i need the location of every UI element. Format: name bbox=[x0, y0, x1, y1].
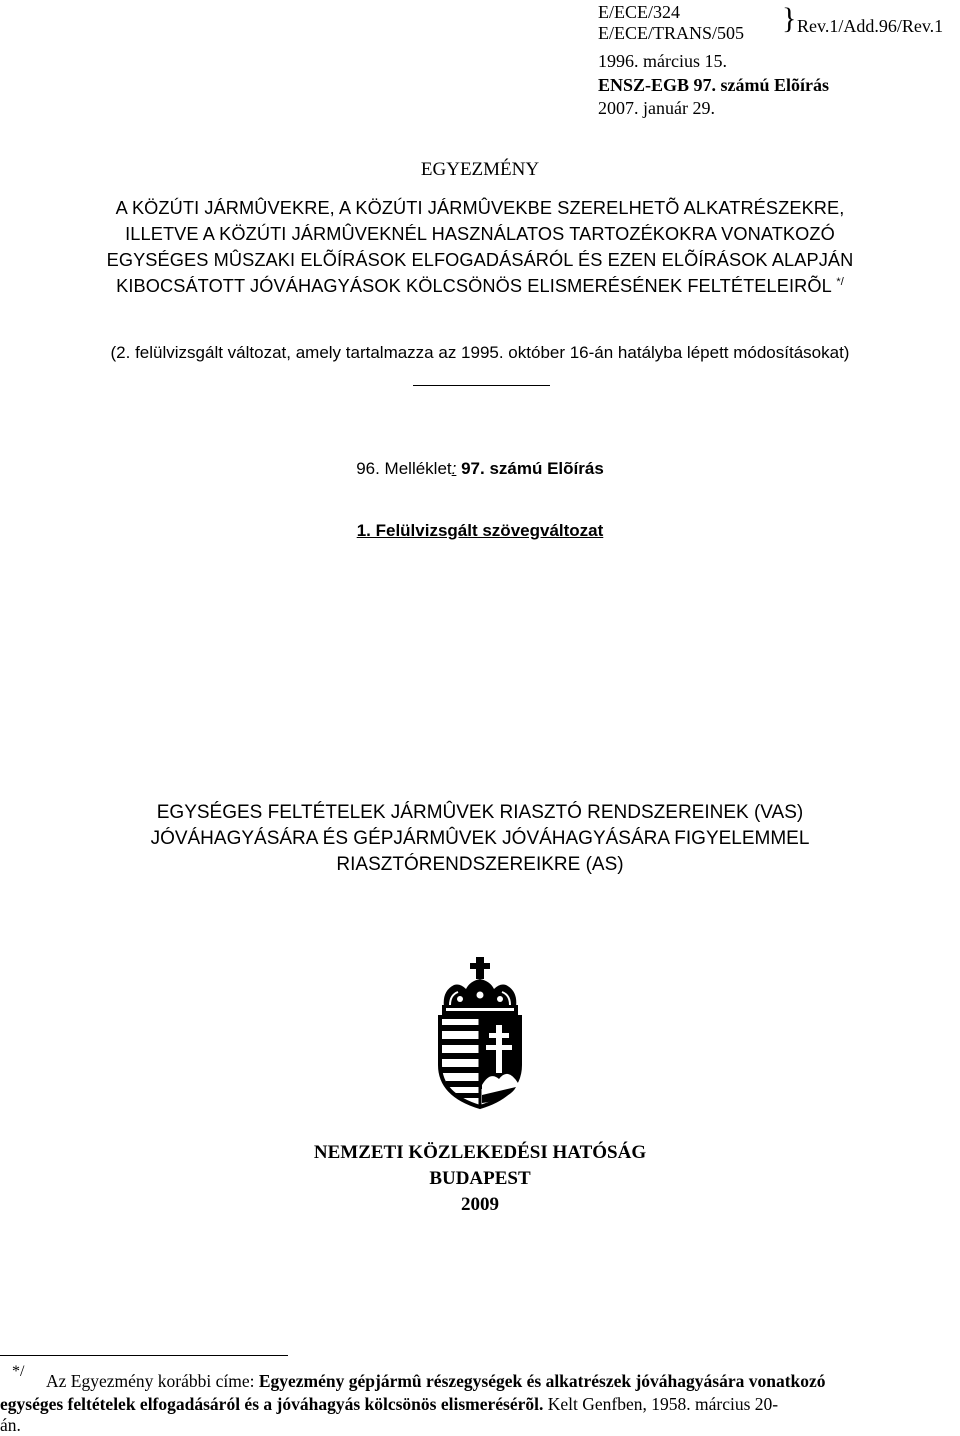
coat-of-arms-icon bbox=[430, 955, 530, 1110]
regulation-title-line-2: JÓVÁHAGYÁSÁRA ÉS GÉPJÁRMÛVEK JÓVÁHAGYÁSÁRA FIGYELEMMEL bbox=[150, 828, 810, 849]
footnote-line-2 bbox=[0, 1393, 778, 1416]
regulation-title-line-1: EGYSÉGES FELTÉTELEK JÁRMÛVEK RIASZTÓ RENDSZEREINEK (VAS) bbox=[156, 802, 804, 823]
agreement-title-line-3: EGYSÉGES MÛSZAKI ELÕÍRÁSOK ELFOGADÁSÁRÓL ÉS EZEN ELÕÍRÁSOK ALAPJÁN bbox=[106, 250, 854, 270]
annex-regulation: 97. számú Elõírás bbox=[456, 459, 604, 478]
authority-year: 2009 bbox=[461, 1194, 499, 1215]
agreement-title bbox=[0, 195, 960, 299]
doc-symbol-1: E/ECE/324 bbox=[598, 2, 680, 22]
authority-name: NEMZETI KÖZLEKEDÉSI HATÓSÁG bbox=[313, 1142, 647, 1163]
footnote-intro: Az Egyezmény korábbi címe: bbox=[46, 1371, 259, 1391]
header-brace: } bbox=[782, 2, 797, 35]
regulation-title-line-3: RIASZTÓRENDSZEREIKRE (AS) bbox=[336, 854, 624, 875]
header-date-1: 1996. március 15. bbox=[598, 51, 727, 71]
agreement-title-line-1: A KÖZÚTI JÁRMÛVEKRE, A KÖZÚTI JÁRMÛVEKBE SZERELHETÕ ALKATRÉSZEKRE, bbox=[115, 198, 845, 218]
footnote-text bbox=[46, 1370, 946, 1393]
authority-city: BUDAPEST bbox=[429, 1168, 531, 1189]
revision-title: 1. Felülvizsgált szövegváltozat bbox=[356, 521, 604, 540]
footnote-title-part-2: egységes feltételek elfogadásáról és a jóváhagyás kölcsönös elismerésérõl. bbox=[0, 1394, 544, 1414]
regulation-title bbox=[0, 800, 960, 878]
footnote-reference[interactable]: */ bbox=[836, 275, 844, 288]
footnote-marker: */ bbox=[12, 1363, 25, 1380]
agreement-heading: EGYEZMÉNY bbox=[420, 159, 540, 180]
footnote-rule bbox=[0, 1355, 288, 1356]
agreement-title-line-4 bbox=[0, 273, 960, 299]
footnote-tail-1: Kelt Genfben, 1958. március 20- bbox=[543, 1394, 779, 1414]
header-date-2: 2007. január 29. bbox=[598, 98, 715, 118]
revision-symbol: Rev.1/Add.96/Rev.1 bbox=[797, 16, 944, 36]
authority-block bbox=[0, 1140, 960, 1218]
revision-note: (2. felülvizsgált változat, amely tartalmazza az 1995. október 16-án hatályba lépett módosításokat) bbox=[110, 343, 850, 362]
annex-colon: : bbox=[451, 459, 457, 478]
header-regulation: ENSZ-EGB 97. számú Elõírás bbox=[598, 75, 830, 95]
agreement-title-line-2: ILLETVE A KÖZÚTI JÁRMÛVEKNÉL HASZNÁLATOS TARTOZÉKOKRA VONATKOZÓ bbox=[125, 224, 835, 244]
separator-rule bbox=[413, 385, 550, 386]
doc-symbol-2: E/ECE/TRANS/505 bbox=[598, 23, 745, 43]
agreement-title-line-4-text: KIBOCSÁTOTT JÓVÁHAGYÁSOK KÖLCSÖNÖS ELISMERÉSÉNEK FELTÉTELEIRÕL bbox=[116, 276, 832, 296]
annex-prefix: 96. Melléklet bbox=[356, 459, 452, 478]
annex-line bbox=[0, 458, 960, 480]
footnote-title-part-1: Egyezmény gépjármû részegységek és alkatrészek jóváhagyására vonatkozó bbox=[258, 1371, 826, 1391]
footnote-line-3: án. bbox=[0, 1415, 21, 1435]
footnote-line-1 bbox=[46, 1370, 946, 1393]
